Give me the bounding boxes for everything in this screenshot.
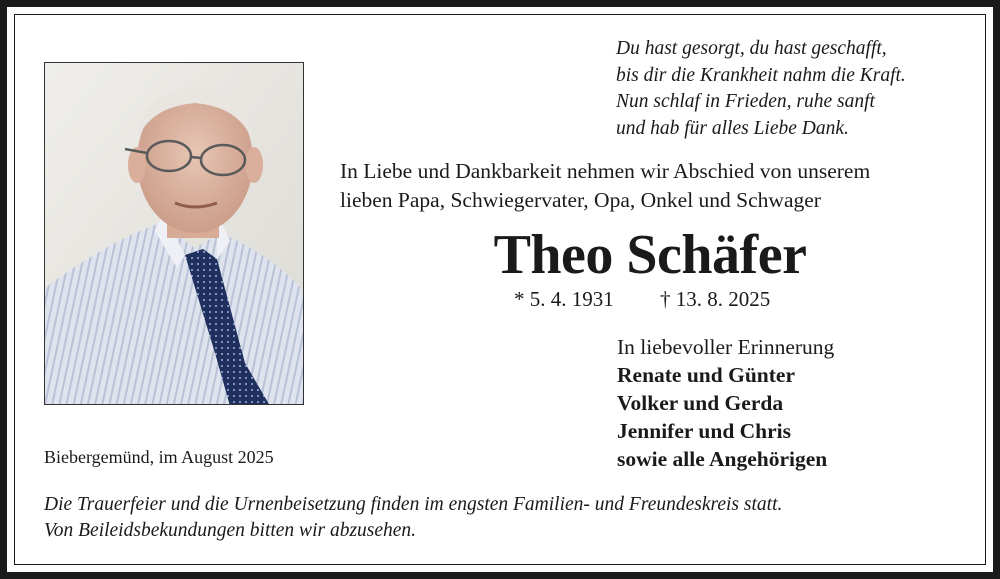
place-date: Biebergemünd, im August 2025 — [44, 447, 274, 467]
intro-text — [340, 157, 980, 215]
birth-date: * 5. 4. 1931 — [514, 287, 614, 311]
death-date: † 13. 8. 2025 — [660, 287, 771, 311]
deceased-name: Theo Schäfer — [493, 224, 807, 286]
mourner-name: Jennifer und Chris — [617, 419, 792, 443]
intro-line: lieben Papa, Schwiegervater, Opa, Onkel und Schwager — [340, 188, 821, 212]
portrait-photo — [44, 62, 304, 405]
poem-line: Nun schlaf in Frieden, ruhe sanft — [616, 91, 875, 112]
poem-line: und hab für alles Liebe Dank. — [616, 117, 849, 139]
funeral-notice — [44, 492, 974, 544]
notice-line: Die Trauerfeier und die Urnenbeisetzung finden im engsten Familien- und Freundeskreis statt. — [44, 494, 783, 515]
mourner-name: sowie alle Angehörigen — [617, 447, 828, 471]
poem — [616, 36, 976, 142]
notice-line: Von Beileidsbekundungen bitten wir abzusehen. — [44, 520, 417, 541]
mourner-name: Volker und Gerda — [617, 391, 784, 415]
poem-line: bis dir die Krankheit nahm die Kraft. — [616, 64, 906, 86]
poem-line: Du hast gesorgt, du hast geschafft, — [616, 38, 887, 59]
memory-heading: In liebevoller Erinnerung — [617, 335, 835, 359]
mourners-list — [617, 361, 827, 473]
mourner-name: Renate und Günter — [617, 363, 795, 387]
intro-line: In Liebe und Dankbarkeit nehmen wir Abschied von unserem — [340, 159, 871, 183]
